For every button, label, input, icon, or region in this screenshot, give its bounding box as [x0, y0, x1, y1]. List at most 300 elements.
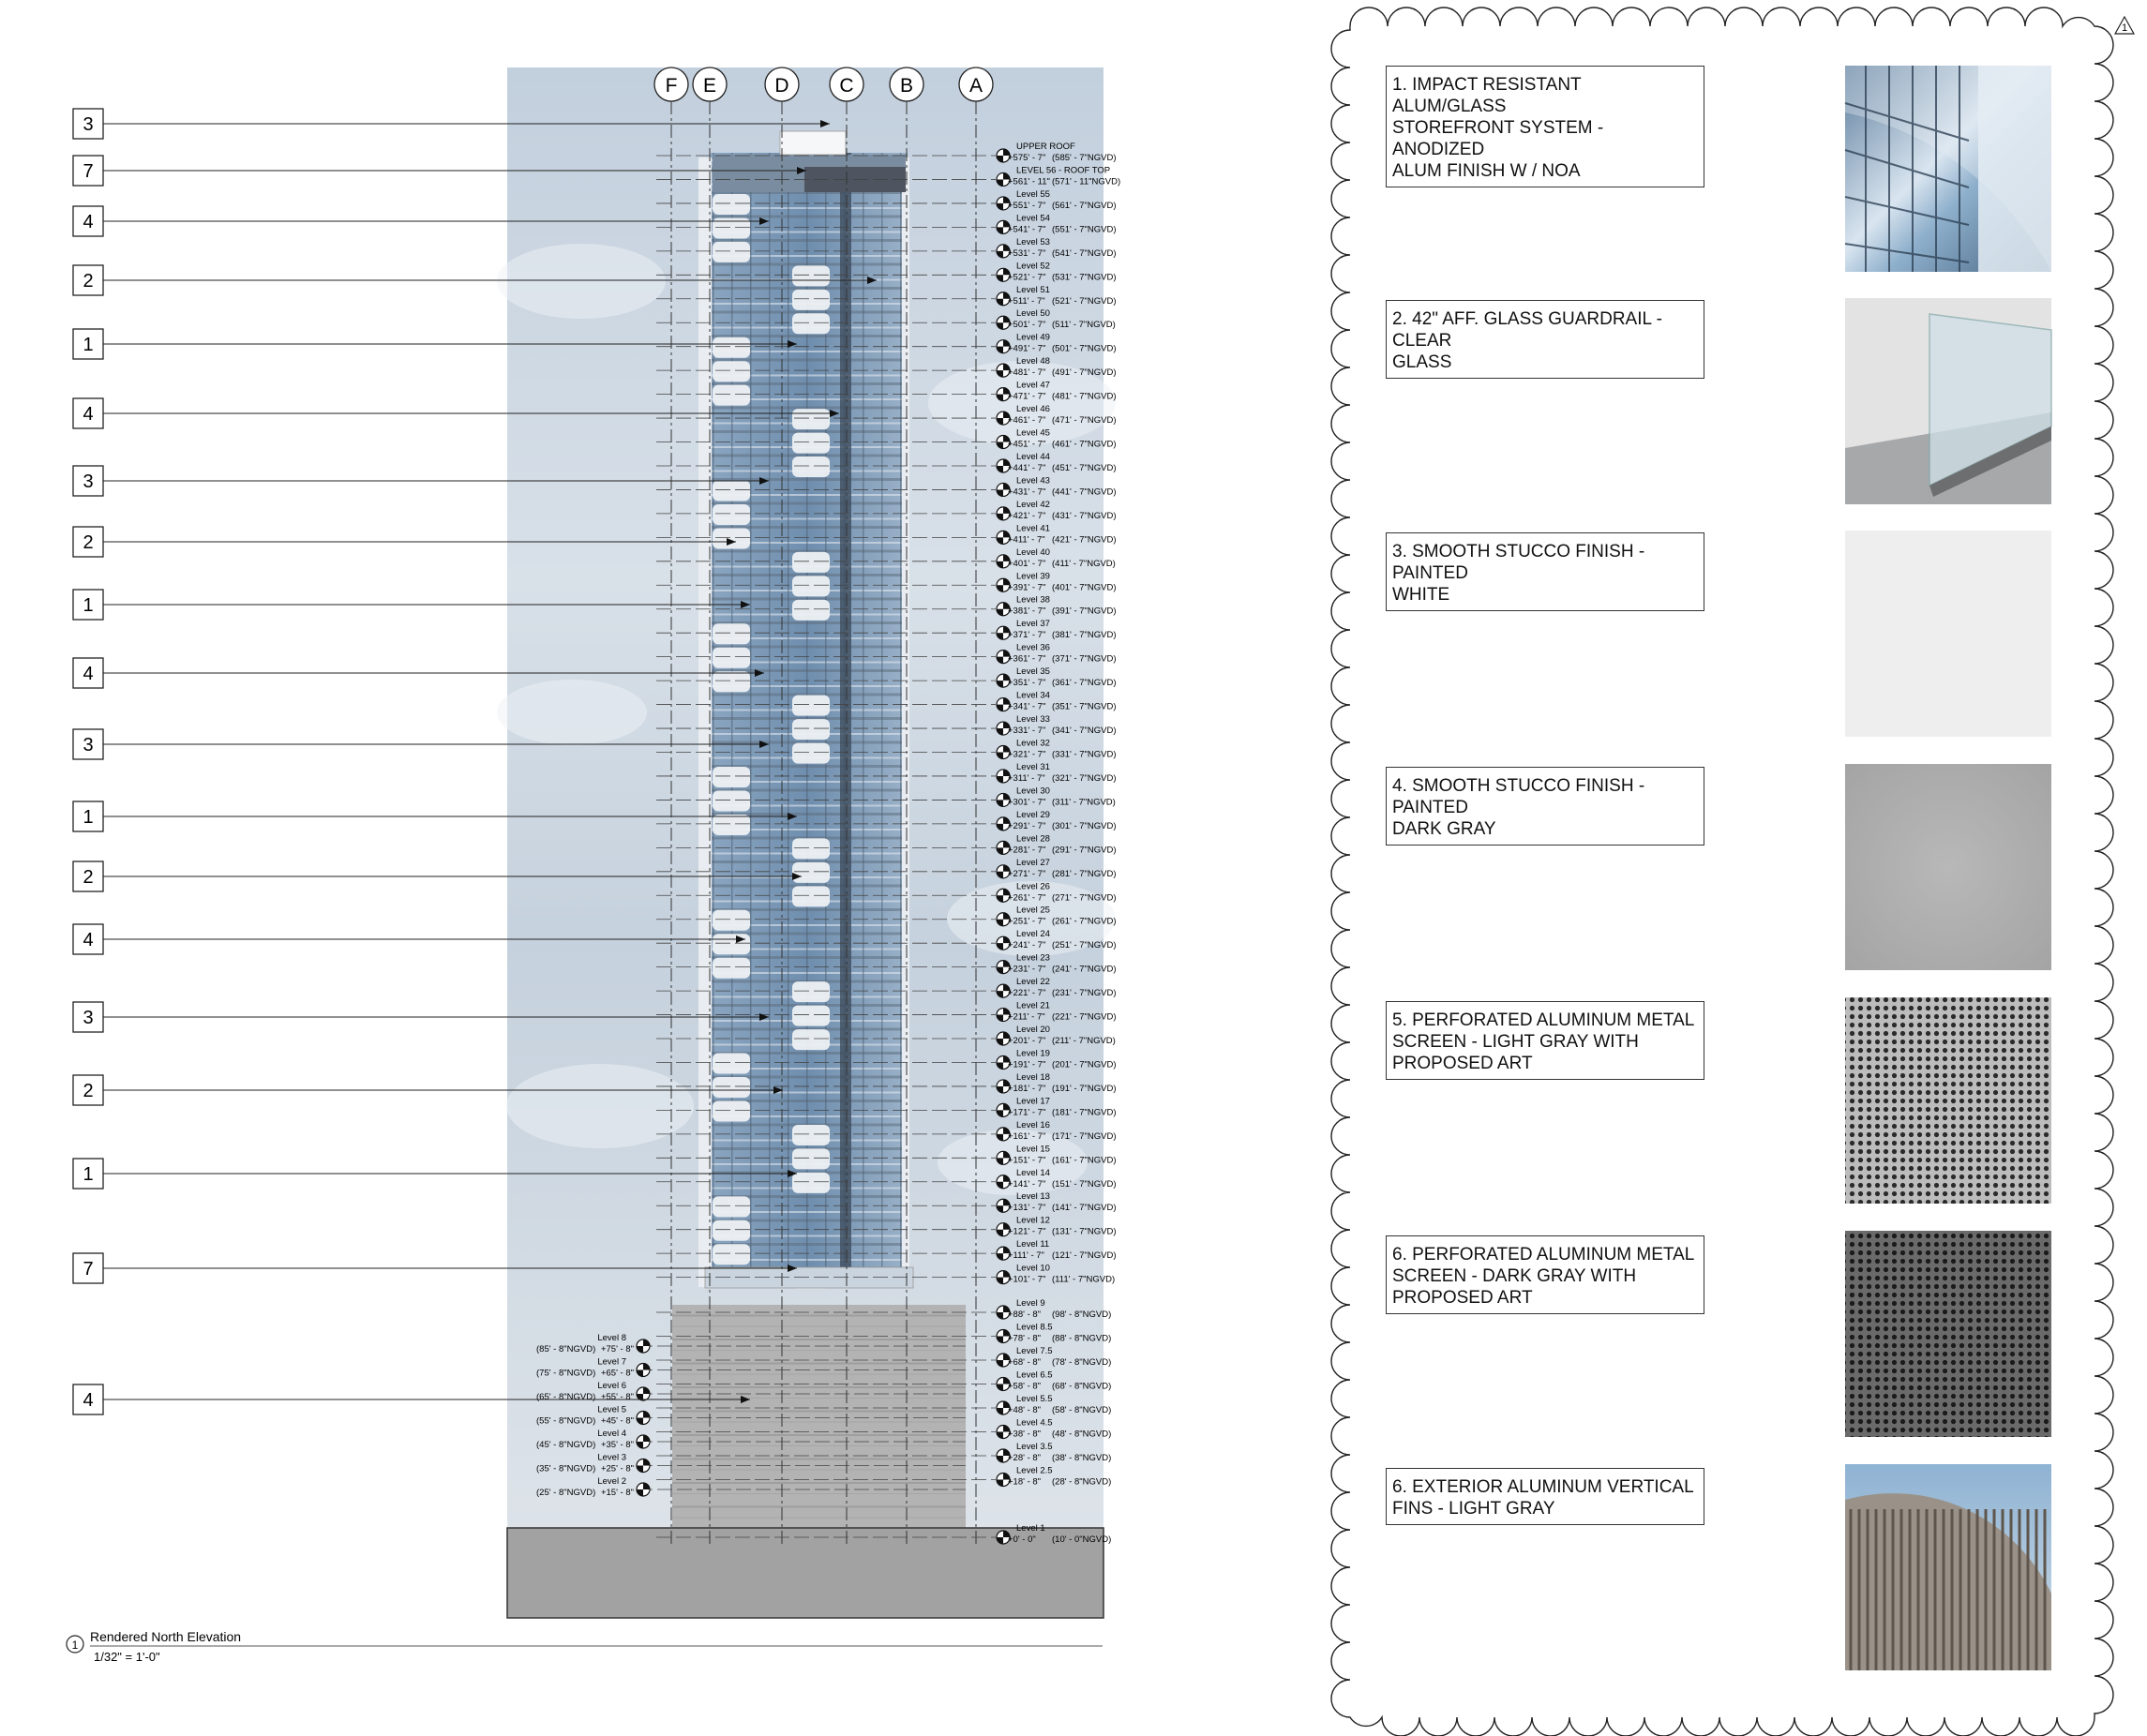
level-elevation: +551' - 7"	[1008, 200, 1046, 211]
stucco-panel	[792, 1173, 830, 1193]
level-elevation: +0' - 0"	[1008, 1534, 1036, 1545]
material-tag-number: 3	[83, 471, 94, 492]
material-description-line: PROPOSED ART	[1392, 1054, 1533, 1073]
level-name: Level 13	[1016, 1191, 1050, 1203]
podium-level-name: Level 8	[597, 1333, 626, 1343]
podium-level-elevation: +75' - 8"	[600, 1344, 634, 1354]
stucco-panel	[792, 1125, 830, 1145]
grid-label: A	[968, 75, 983, 97]
stucco-panel	[713, 481, 750, 501]
level-elevation: +241' - 7"	[1008, 940, 1046, 951]
tower-right-pier	[902, 157, 909, 1287]
level-name: Level 4.5	[1016, 1417, 1053, 1429]
level-elevation: +311' - 7"	[1008, 772, 1045, 784]
level-elevation: +521' - 7"	[1008, 272, 1046, 283]
level-name: Level 2.5	[1016, 1465, 1053, 1476]
level-ngvd: (241' - 7"NGVD)	[1052, 964, 1117, 975]
stucco-panel	[713, 1077, 750, 1098]
level-ngvd: (481' - 7"NGVD)	[1052, 391, 1117, 402]
material-box-white-stucco	[1386, 532, 1704, 611]
level-elevation: +491' - 7"	[1008, 343, 1046, 354]
level-name: Level 15	[1016, 1144, 1050, 1155]
podium-level-name: Level 3	[597, 1452, 626, 1463]
level-ngvd: (391' - 7"NGVD)	[1052, 606, 1117, 617]
level-ngvd: (201' - 7"NGVD)	[1052, 1059, 1117, 1070]
level-elevation: +461' - 7"	[1008, 415, 1046, 427]
podium-level-marker	[637, 1483, 650, 1496]
level-elevation: +361' - 7"	[1008, 653, 1046, 665]
level-ngvd: (28' - 8"NGVD)	[1052, 1476, 1112, 1488]
level-ngvd: (271' - 7"NGVD)	[1052, 892, 1117, 904]
stucco-panel	[713, 1054, 750, 1074]
level-ngvd: (421' - 7"NGVD)	[1052, 534, 1117, 546]
material-description-line: FINS - LIGHT GRAY	[1392, 1499, 1555, 1519]
stucco-panel	[792, 838, 830, 859]
level-elevation: +221' - 7"	[1008, 988, 1046, 999]
level-ngvd: (311' - 7"NGVD)	[1052, 797, 1116, 808]
level-ngvd: (461' - 7"NGVD)	[1052, 439, 1117, 450]
stucco-panel	[792, 265, 830, 286]
podium-floor-bands	[672, 1305, 966, 1528]
material-tag-number: 1	[83, 335, 94, 355]
level-ngvd: (441' - 7"NGVD)	[1052, 486, 1117, 498]
level-elevation: +101' - 7"	[1008, 1274, 1046, 1285]
level-ngvd: (521' - 7"NGVD)	[1052, 295, 1117, 307]
podium-level-name: Level 5	[597, 1404, 626, 1415]
level-name: Level 24	[1016, 929, 1050, 940]
level-ngvd: (341' - 7"NGVD)	[1052, 726, 1117, 737]
level-ngvd: (48' - 8"NGVD)	[1052, 1429, 1112, 1440]
level-name: Level 33	[1016, 714, 1050, 726]
level-ngvd: (401' - 7"NGVD)	[1052, 582, 1117, 593]
material-box-glass-guardrail	[1386, 300, 1704, 379]
level-name: Level 28	[1016, 833, 1050, 845]
stucco-panel	[792, 719, 830, 740]
level-elevation: +391' - 7"	[1008, 582, 1046, 593]
stucco-panel	[713, 623, 750, 644]
material-description-line: 6. PERFORATED ALUMINUM METAL	[1392, 1245, 1695, 1265]
level-name: Level 52	[1016, 261, 1050, 272]
podium-level-ngvd: (35' - 8"NGVD)	[536, 1463, 596, 1474]
podium-level-elevation: +65' - 8"	[600, 1368, 634, 1379]
level-ngvd: (131' - 7"NGVD)	[1052, 1226, 1117, 1237]
podium-level-ngvd: (65' - 8"NGVD)	[536, 1392, 596, 1402]
material-tag-number: 2	[83, 532, 94, 553]
level-ngvd: (491' - 7"NGVD)	[1052, 367, 1117, 379]
level-name: Level 43	[1016, 475, 1050, 486]
material-tag-number: 4	[83, 930, 94, 950]
stucco-panel	[713, 767, 750, 787]
level-ngvd: (251' - 7"NGVD)	[1052, 940, 1117, 951]
level-elevation: +471' - 7"	[1008, 391, 1046, 402]
level-ngvd: (431' - 7"NGVD)	[1052, 510, 1117, 521]
level-name: Level 53	[1016, 236, 1050, 247]
level-elevation: +531' - 7"	[1008, 247, 1046, 259]
material-description-line: 3. SMOOTH STUCCO FINISH - PAINTED	[1392, 542, 1645, 583]
stucco-panel	[713, 528, 750, 548]
level-elevation: +561' - 11"	[1008, 176, 1050, 187]
level-elevation: +68' - 8"	[1008, 1357, 1042, 1368]
level-elevation: +351' - 7"	[1008, 678, 1046, 689]
level-name: Level 20	[1016, 1025, 1050, 1036]
level-elevation: +575' - 7"	[1008, 153, 1046, 163]
podium-level-elevation: +35' - 8"	[600, 1440, 634, 1450]
level-name: Level 14	[1016, 1167, 1050, 1178]
grid-label: B	[899, 75, 914, 97]
material-tag-number: 7	[83, 161, 94, 182]
level-elevation: +78' - 8"	[1008, 1333, 1042, 1344]
level-ngvd: (78' - 8"NGVD)	[1052, 1357, 1112, 1368]
material-description-line: GLASS	[1392, 352, 1452, 372]
stucco-panel	[713, 671, 750, 692]
level-elevation: +431' - 7"	[1008, 486, 1046, 498]
grid-label: C	[839, 75, 854, 97]
stucco-panel	[713, 791, 750, 812]
level-ngvd: (191' - 7"NGVD)	[1052, 1083, 1117, 1094]
level-ngvd: (501' - 7"NGVD)	[1052, 343, 1117, 354]
level-name: Level 46	[1016, 404, 1050, 415]
level-ngvd: (381' - 7"NGVD)	[1052, 630, 1117, 641]
level-name: Level 26	[1016, 881, 1050, 892]
level-name: Level 6.5	[1016, 1369, 1053, 1381]
level-ngvd: (585' - 7"NGVD)	[1052, 153, 1117, 163]
level-ngvd: (511' - 7"NGVD)	[1052, 320, 1116, 331]
level-name: UPPER ROOF	[1016, 142, 1075, 152]
material-box-vertical-fins	[1386, 1468, 1704, 1525]
level-elevation: +441' - 7"	[1008, 462, 1046, 473]
level-name: Level 12	[1016, 1215, 1050, 1226]
level-ngvd: (411' - 7"NGVD)	[1052, 558, 1116, 569]
material-description-line: 2. 42" AFF. GLASS GUARDRAIL - CLEAR	[1392, 309, 1662, 351]
stucco-panel	[713, 648, 750, 668]
level-elevation: +501' - 7"	[1008, 320, 1046, 331]
level-name: Level 22	[1016, 977, 1050, 988]
level-name: Level 23	[1016, 952, 1050, 964]
stucco-panel	[713, 361, 750, 382]
level-ngvd: (181' - 7"NGVD)	[1052, 1107, 1117, 1118]
level-elevation: +28' - 8"	[1008, 1453, 1042, 1463]
level-name: Level 34	[1016, 690, 1050, 701]
podium-level-marker	[637, 1387, 650, 1400]
material-tag-number: 3	[83, 114, 94, 135]
material-tag-number: 4	[83, 212, 94, 232]
level-elevation: +381' - 7"	[1008, 606, 1046, 617]
level-elevation: +151' - 7"	[1008, 1155, 1046, 1166]
level-ngvd: (351' - 7"NGVD)	[1052, 701, 1117, 712]
level-name: Level 48	[1016, 356, 1050, 367]
stucco-panel	[792, 886, 830, 906]
level-name: Level 45	[1016, 427, 1050, 439]
material-description-line: 1. IMPACT RESISTANT ALUM/GLASS	[1392, 75, 1582, 116]
podium-level-name: Level 6	[597, 1381, 626, 1391]
material-tag-number: 4	[83, 1390, 94, 1411]
material-description-line: 6. EXTERIOR ALUMINUM VERTICAL	[1392, 1477, 1694, 1497]
material-tag-number: 1	[83, 1164, 94, 1185]
material-box-curtain-wall-glass	[1386, 66, 1704, 187]
level-name: Level 8.5	[1016, 1322, 1053, 1333]
podium-level-elevation: +45' - 8"	[600, 1415, 634, 1427]
stucco-panel	[713, 385, 750, 406]
level-ngvd: (98' - 8"NGVD)	[1052, 1309, 1112, 1320]
level-ngvd: (38' - 8"NGVD)	[1052, 1453, 1112, 1463]
podium-level-marker	[637, 1364, 650, 1377]
level-elevation: +421' - 7"	[1008, 510, 1046, 521]
stucco-panel	[792, 743, 830, 764]
podium-level-marker	[637, 1459, 650, 1473]
material-description-line: ALUM FINISH W / NOA	[1392, 161, 1581, 181]
level-name: Level 1	[1016, 1523, 1045, 1534]
level-name: Level 36	[1016, 642, 1050, 653]
stucco-panel	[792, 576, 830, 596]
grid-label: E	[702, 75, 717, 97]
stucco-panel	[713, 194, 750, 215]
podium-level-ngvd: (45' - 8"NGVD)	[536, 1440, 596, 1450]
level-elevation: +481' - 7"	[1008, 367, 1046, 379]
stucco-panel	[792, 552, 830, 573]
level-ngvd: (321' - 7"NGVD)	[1052, 772, 1117, 784]
podium-level-marker	[637, 1435, 650, 1448]
level-name: Level 27	[1016, 857, 1050, 868]
material-description-line: WHITE	[1392, 585, 1450, 605]
material-tag-number: 2	[83, 271, 94, 292]
drawing-scale: 1/32" = 1'-0"	[94, 1650, 160, 1664]
material-description-line: PROPOSED ART	[1392, 1288, 1533, 1308]
roof-bulkhead	[780, 131, 846, 155]
level-elevation: +181' - 7"	[1008, 1083, 1046, 1094]
level-name: Level 30	[1016, 786, 1050, 797]
material-description-line: STOREFRONT SYSTEM - ANODIZED	[1392, 118, 1604, 159]
material-description-line: SCREEN - LIGHT GRAY WITH	[1392, 1032, 1639, 1052]
podium-level-elevation: +55' - 8"	[600, 1392, 634, 1402]
swatch-curtain-wall-glass-icon	[1845, 66, 2051, 272]
level-name: Level 16	[1016, 1119, 1050, 1130]
level-elevation: +451' - 7"	[1008, 439, 1046, 450]
level-elevation: +261' - 7"	[1008, 892, 1046, 904]
material-description-line: DARK GRAY	[1392, 819, 1496, 839]
stucco-panel	[792, 981, 830, 1002]
grid-label: D	[774, 75, 789, 97]
level-ngvd: (171' - 7"NGVD)	[1052, 1130, 1117, 1142]
material-description-line: 5. PERFORATED ALUMINUM METAL	[1392, 1010, 1695, 1030]
level-elevation: +38' - 8"	[1008, 1429, 1042, 1440]
level-elevation: +141' - 7"	[1008, 1178, 1046, 1190]
stucco-panel	[792, 290, 830, 310]
level-name: Level 39	[1016, 571, 1050, 582]
material-tag-number: 7	[83, 1259, 94, 1280]
material-tag-number: 3	[83, 735, 94, 756]
podium-level-marker	[637, 1412, 650, 1425]
material-box-gray-stucco	[1386, 767, 1704, 846]
level-name: Level 25	[1016, 905, 1050, 916]
level-name: Level 18	[1016, 1071, 1050, 1083]
podium-level-ngvd: (75' - 8"NGVD)	[536, 1368, 596, 1379]
stucco-panel	[713, 504, 750, 525]
swatch-vertical-fins-icon	[1845, 1464, 2051, 1670]
level-name: Level 42	[1016, 499, 1050, 510]
level-ngvd: (531' - 7"NGVD)	[1052, 272, 1117, 283]
stucco-panel	[792, 1148, 830, 1169]
stucco-panel	[713, 934, 750, 954]
level-elevation: +331' - 7"	[1008, 726, 1046, 737]
stucco-panel	[792, 313, 830, 334]
material-tag-number: 4	[83, 404, 94, 425]
level-name: Level 7.5	[1016, 1346, 1053, 1356]
level-name: Level 9	[1016, 1298, 1045, 1309]
stucco-panel	[713, 1220, 750, 1241]
level-elevation: +201' - 7"	[1008, 1036, 1046, 1047]
level-name: LEVEL 56 - ROOF TOP	[1016, 165, 1111, 176]
level-ngvd: (361' - 7"NGVD)	[1052, 678, 1117, 689]
level-name: Level 19	[1016, 1048, 1050, 1059]
level-elevation: +321' - 7"	[1008, 749, 1046, 760]
level-elevation: +371' - 7"	[1008, 630, 1046, 641]
podium-level-name: Level 7	[597, 1356, 626, 1368]
material-tag-number: 2	[83, 867, 94, 888]
swatch-gray-stucco-icon	[1845, 764, 2051, 970]
podium-level-ngvd: (85' - 8"NGVD)	[536, 1344, 596, 1354]
stucco-panel	[792, 1006, 830, 1026]
level-name: Level 44	[1016, 451, 1050, 462]
revision-tag: 1	[2121, 22, 2128, 34]
podium-level-marker	[637, 1339, 650, 1353]
level-ngvd: (221' - 7"NGVD)	[1052, 1011, 1117, 1023]
level-elevation: +88' - 8"	[1008, 1309, 1042, 1320]
stucco-panel	[713, 815, 750, 835]
level-ngvd: (571' - 11"NGVD)	[1052, 176, 1121, 187]
material-tag-number: 1	[83, 807, 94, 828]
level-elevation: +121' - 7"	[1008, 1226, 1046, 1237]
podium-level-elevation: +25' - 8"	[600, 1463, 634, 1474]
level-ngvd: (161' - 7"NGVD)	[1052, 1155, 1117, 1166]
level-elevation: +271' - 7"	[1008, 868, 1046, 879]
level-name: Level 40	[1016, 546, 1050, 558]
level-elevation: +191' - 7"	[1008, 1059, 1046, 1070]
stucco-panel	[713, 1244, 750, 1265]
level-elevation: +231' - 7"	[1008, 964, 1046, 975]
level-elevation: +211' - 7"	[1008, 1011, 1045, 1023]
level-elevation: +511' - 7"	[1008, 295, 1045, 307]
level-ngvd: (10' - 0"NGVD)	[1052, 1534, 1112, 1545]
stucco-panel	[713, 337, 750, 358]
stucco-panel	[713, 1196, 750, 1217]
stucco-panel	[713, 910, 750, 931]
level-name: Level 32	[1016, 738, 1050, 749]
level-name: Level 17	[1016, 1096, 1050, 1107]
level-ngvd: (141' - 7"NGVD)	[1052, 1203, 1117, 1214]
level-name: Level 50	[1016, 308, 1050, 320]
level-ngvd: (291' - 7"NGVD)	[1052, 845, 1117, 856]
level-name: Level 41	[1016, 523, 1050, 534]
stucco-panel	[713, 958, 750, 979]
level-elevation: +18' - 8"	[1008, 1476, 1042, 1488]
level-name: Level 55	[1016, 188, 1050, 200]
level-elevation: +411' - 7"	[1008, 534, 1045, 546]
level-name: Level 37	[1016, 619, 1050, 630]
level-elevation: +48' - 8"	[1008, 1405, 1042, 1415]
material-description-line: 4. SMOOTH STUCCO FINISH - PAINTED	[1392, 776, 1645, 817]
level-elevation: +131' - 7"	[1008, 1203, 1046, 1214]
level-elevation: +341' - 7"	[1008, 701, 1046, 712]
level-name: Level 31	[1016, 761, 1050, 772]
podium-level-name: Level 2	[597, 1476, 626, 1487]
level-ngvd: (541' - 7"NGVD)	[1052, 247, 1117, 259]
level-name: Level 51	[1016, 284, 1050, 295]
level-name: Level 11	[1016, 1239, 1050, 1250]
stucco-panel	[792, 696, 830, 716]
podium-level-ngvd: (25' - 8"NGVD)	[536, 1488, 596, 1498]
material-tag-number: 2	[83, 1081, 94, 1101]
material-box-perforated-light	[1386, 1001, 1704, 1080]
material-description-line: SCREEN - DARK GRAY WITH	[1392, 1266, 1637, 1286]
swatch-perforated-dark-icon	[1845, 1231, 2051, 1437]
level-ngvd: (301' - 7"NGVD)	[1052, 820, 1117, 831]
stucco-panel	[792, 1029, 830, 1050]
level-ngvd: (68' - 8"NGVD)	[1052, 1381, 1112, 1392]
drawing-number: 1	[71, 1639, 79, 1652]
level-ngvd: (121' - 7"NGVD)	[1052, 1250, 1117, 1262]
podium-level-ngvd: (55' - 8"NGVD)	[536, 1415, 596, 1427]
level-name: Level 54	[1016, 213, 1050, 224]
swatch-perforated-light-icon	[1845, 997, 2051, 1204]
level-elevation: +541' - 7"	[1008, 224, 1046, 235]
level-elevation: +58' - 8"	[1008, 1381, 1042, 1392]
level-name: Level 10	[1016, 1263, 1050, 1274]
level-ngvd: (451' - 7"NGVD)	[1052, 462, 1117, 473]
level-ngvd: (111' - 7"NGVD)	[1052, 1274, 1116, 1285]
swatch-glass-guardrail-icon	[1845, 298, 2051, 504]
level-ngvd: (471' - 7"NGVD)	[1052, 415, 1117, 427]
level-ngvd: (151' - 7"NGVD)	[1052, 1178, 1117, 1190]
level-elevation: +401' - 7"	[1008, 558, 1046, 569]
drawing-title: Rendered North Elevation	[90, 1629, 242, 1644]
level-ngvd: (58' - 8"NGVD)	[1052, 1405, 1112, 1415]
grid-label: F	[665, 75, 678, 97]
level-ngvd: (231' - 7"NGVD)	[1052, 988, 1117, 999]
material-tag-number: 3	[83, 1008, 94, 1028]
level-name: Level 47	[1016, 380, 1050, 391]
level-ngvd: (331' - 7"NGVD)	[1052, 749, 1117, 760]
material-tag-number: 1	[83, 595, 94, 616]
level-name: Level 38	[1016, 594, 1050, 606]
swatch-white-stucco-icon	[1845, 531, 2051, 737]
stucco-panel	[713, 242, 750, 262]
level-elevation: +291' - 7"	[1008, 820, 1046, 831]
stucco-panel	[792, 456, 830, 477]
stucco-panel	[792, 600, 830, 621]
level-name: Level 21	[1016, 1000, 1050, 1011]
level-elevation: +301' - 7"	[1008, 797, 1046, 808]
stucco-panel	[792, 433, 830, 454]
level-ngvd: (281' - 7"NGVD)	[1052, 868, 1117, 879]
material-tag-number: 4	[83, 664, 94, 684]
level-ngvd: (371' - 7"NGVD)	[1052, 653, 1117, 665]
level-name: Level 35	[1016, 666, 1050, 678]
level-name: Level 3.5	[1016, 1442, 1053, 1452]
level-elevation: +171' - 7"	[1008, 1107, 1046, 1118]
level-ngvd: (561' - 7"NGVD)	[1052, 200, 1117, 211]
level-elevation: +281' - 7"	[1008, 845, 1046, 856]
level-elevation: +111' - 7"	[1008, 1250, 1044, 1262]
level-ngvd: (88' - 8"NGVD)	[1052, 1333, 1112, 1344]
level-elevation: +161' - 7"	[1008, 1130, 1046, 1142]
stucco-panel	[792, 862, 830, 883]
level-elevation: +251' - 7"	[1008, 916, 1046, 927]
level-ngvd: (551' - 7"NGVD)	[1052, 224, 1117, 235]
material-box-perforated-dark	[1386, 1235, 1704, 1314]
level-name: Level 5.5	[1016, 1394, 1053, 1404]
level-ngvd: (261' - 7"NGVD)	[1052, 916, 1117, 927]
level-ngvd: (211' - 7"NGVD)	[1052, 1036, 1116, 1047]
